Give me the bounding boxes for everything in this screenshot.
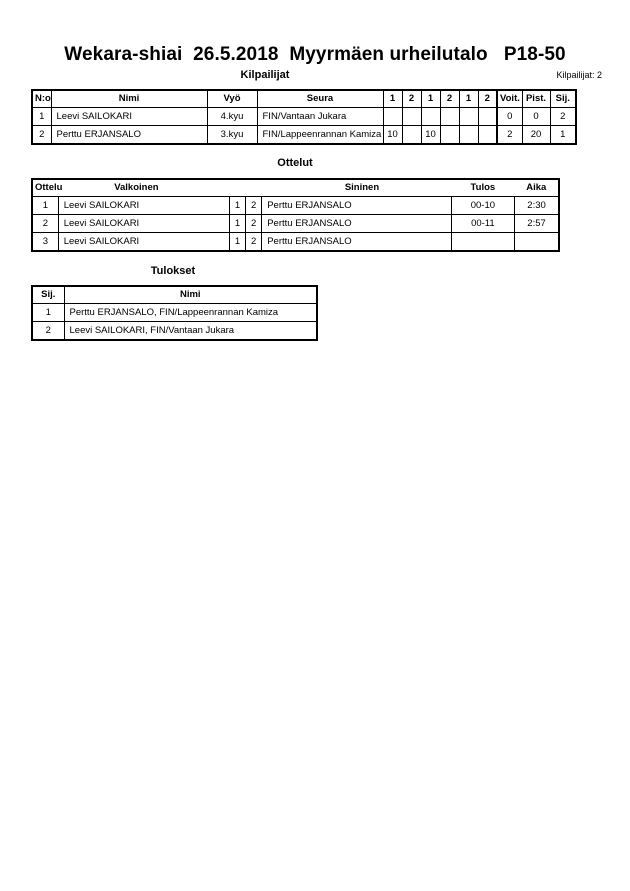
round-score xyxy=(421,108,440,126)
match-seed-blue: 2 xyxy=(246,233,262,252)
competitor-club: FIN/Vantaan Jukara xyxy=(257,108,383,126)
match-result: 00-10 xyxy=(451,197,514,215)
match-number: 3 xyxy=(32,233,58,252)
table-row xyxy=(32,233,559,252)
matches-header-row xyxy=(32,179,559,197)
round-score xyxy=(402,126,421,145)
table-row xyxy=(32,322,317,341)
results-table xyxy=(31,285,318,341)
table-row xyxy=(32,215,559,233)
competitor-belt: 3.kyu xyxy=(207,126,257,145)
competitor-points: 20 xyxy=(522,126,550,145)
competitors-table xyxy=(31,89,577,145)
col-header: Pist. xyxy=(522,90,550,108)
col-header: Nimi xyxy=(51,90,207,108)
match-blue: Perttu ERJANSALO xyxy=(262,233,451,252)
competitor-number: 1 xyxy=(32,108,51,126)
col-header: Ottelu xyxy=(32,179,58,197)
match-blue: Perttu ERJANSALO xyxy=(262,197,451,215)
col-header: 1 xyxy=(459,90,478,108)
round-score xyxy=(440,126,459,145)
match-blue: Perttu ERJANSALO xyxy=(262,215,451,233)
competitor-name: Perttu ERJANSALO xyxy=(51,126,207,145)
match-number: 1 xyxy=(32,197,58,215)
round-score xyxy=(459,126,478,145)
col-header: Seura xyxy=(257,90,383,108)
competitor-count: Kilpailijat: 2 xyxy=(556,70,602,80)
match-seed-blue: 2 xyxy=(246,215,262,233)
round-score xyxy=(478,126,497,145)
round-score xyxy=(478,108,497,126)
match-result: 00-11 xyxy=(451,215,514,233)
match-white: Leevi SAILOKARI xyxy=(58,233,229,252)
result-place: 2 xyxy=(32,322,64,341)
round-score: 10 xyxy=(421,126,440,145)
col-header: Tulos xyxy=(451,179,514,197)
result-name: Perttu ERJANSALO, FIN/Lappeenrannan Kamiza xyxy=(64,304,317,322)
results-header-row xyxy=(32,286,317,304)
col-header: 2 xyxy=(440,90,459,108)
competitor-wins: 0 xyxy=(497,108,522,126)
col-header: Sininen xyxy=(262,179,451,197)
competitors-header-row xyxy=(32,90,576,108)
section-title-results: Tulokset xyxy=(150,265,196,277)
table-row xyxy=(32,197,559,215)
round-score xyxy=(440,108,459,126)
competitor-points: 0 xyxy=(522,108,550,126)
round-score xyxy=(383,108,402,126)
col-header: N:o xyxy=(32,90,51,108)
match-time: 2:30 xyxy=(515,197,559,215)
section-subtitle-competitors: Kilpailijat xyxy=(240,69,290,81)
table-row xyxy=(32,108,576,126)
col-header: Vyö xyxy=(207,90,257,108)
col-header: Sij. xyxy=(32,286,64,304)
col-header: Sij. xyxy=(550,90,576,108)
competitor-club: FIN/Lappeenrannan Kamiza xyxy=(257,126,383,145)
round-score xyxy=(459,108,478,126)
match-result xyxy=(451,233,514,252)
table-row xyxy=(32,126,576,145)
match-seed-white: 1 xyxy=(229,215,245,233)
competitor-place: 1 xyxy=(550,126,576,145)
page-title: Wekara-shiai 26.5.2018 Myyrmäen urheilutalo P18-50 xyxy=(64,44,566,65)
col-header: 2 xyxy=(478,90,497,108)
competitor-wins: 2 xyxy=(497,126,522,145)
col-header: 1 xyxy=(383,90,402,108)
competitor-place: 2 xyxy=(550,108,576,126)
result-place: 1 xyxy=(32,304,64,322)
competitor-number: 2 xyxy=(32,126,51,145)
match-seed-white: 1 xyxy=(229,197,245,215)
col-header: Aika xyxy=(515,179,559,197)
col-header: 1 xyxy=(421,90,440,108)
match-seed-blue: 2 xyxy=(246,197,262,215)
match-number: 2 xyxy=(32,215,58,233)
match-seed-white: 1 xyxy=(229,233,245,252)
match-white: Leevi SAILOKARI xyxy=(58,197,229,215)
competitor-name: Leevi SAILOKARI xyxy=(51,108,207,126)
table-row xyxy=(32,304,317,322)
round-score: 10 xyxy=(383,126,402,145)
matches-table xyxy=(31,178,560,252)
col-header: Voit. xyxy=(497,90,522,108)
round-score xyxy=(402,108,421,126)
competitor-belt: 4.kyu xyxy=(207,108,257,126)
col-header: Valkoinen xyxy=(58,179,262,197)
col-header: 2 xyxy=(402,90,421,108)
result-name: Leevi SAILOKARI, FIN/Vantaan Jukara xyxy=(64,322,317,341)
match-white: Leevi SAILOKARI xyxy=(58,215,229,233)
match-time xyxy=(515,233,559,252)
section-title-matches: Ottelut xyxy=(277,157,313,169)
match-time: 2:57 xyxy=(515,215,559,233)
col-header: Nimi xyxy=(64,286,317,304)
